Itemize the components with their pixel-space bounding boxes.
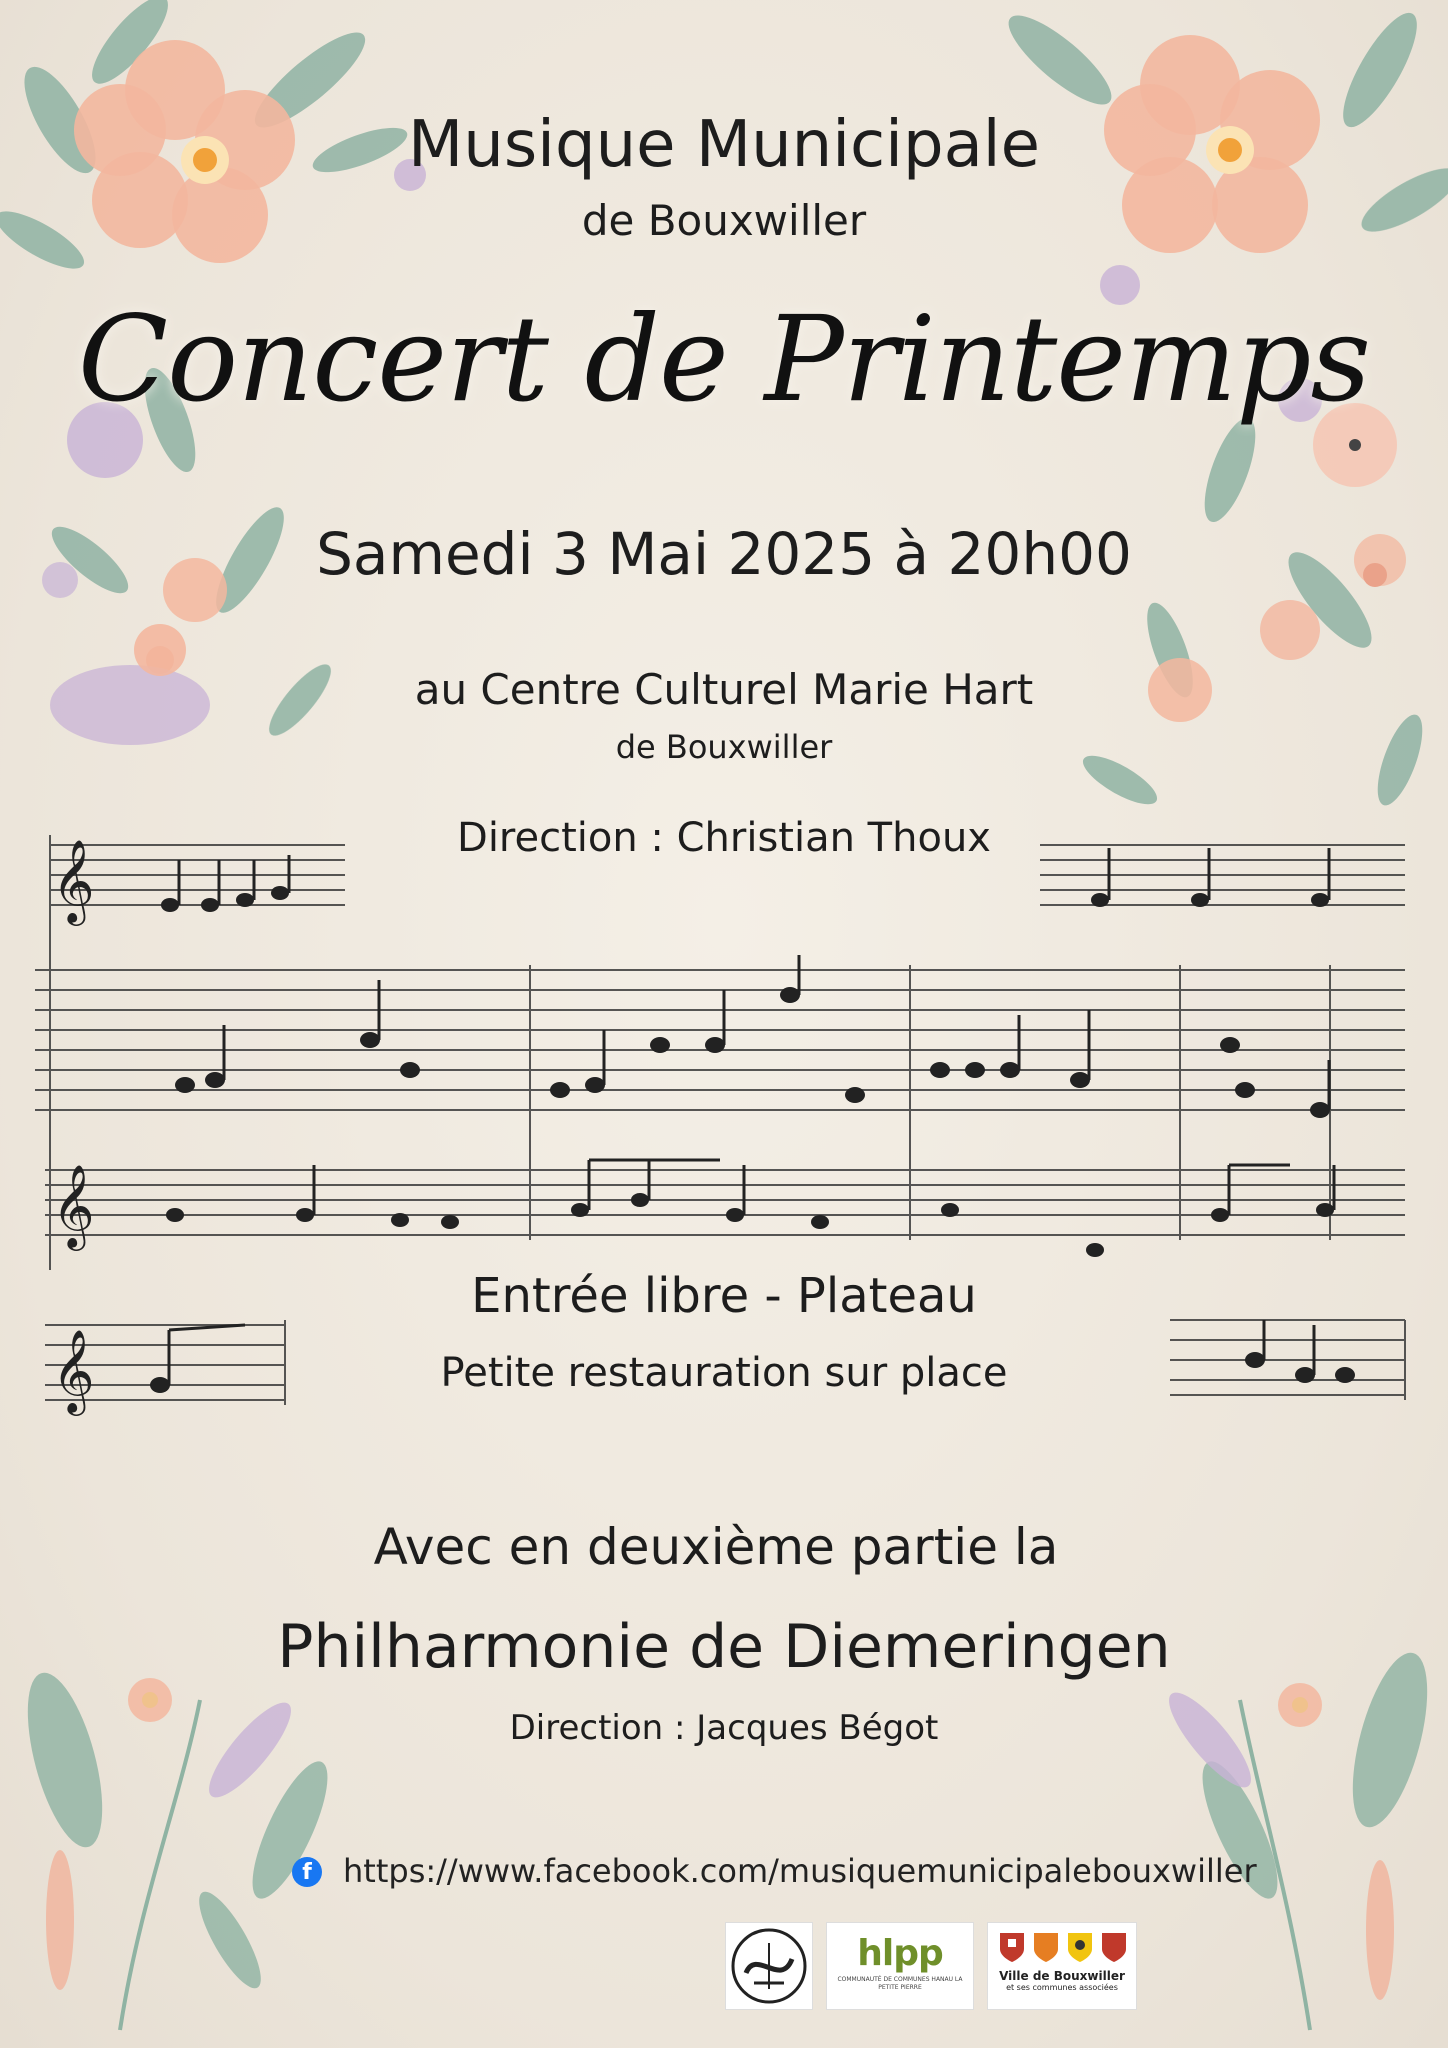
event-date: Samedi 3 Mai 2025 à 20h00: [316, 520, 1132, 588]
coat-of-arms-icon: [1102, 1933, 1126, 1962]
treble-clef-icon: 𝄞: [52, 838, 95, 922]
hlpp-caption: COMMUNAUTÉ DE COMMUNES HANAU LA PETITE PIERRE: [837, 1976, 963, 1991]
hlpp-logo-text: hlpp: [857, 1933, 943, 1974]
coat-of-arms-icon: [1000, 1933, 1024, 1962]
venue-place: de Bouxwiller: [615, 728, 833, 766]
conductor-1: Direction : Christian Thoux: [457, 815, 991, 861]
food-info: Petite restauration sur place: [440, 1350, 1008, 1396]
logo-hlpp: [826, 1922, 974, 2010]
concert-title: Concert de Printemps: [77, 290, 1371, 428]
ville-caption: et ses communes associées: [1006, 1983, 1118, 1992]
venue-name: au Centre Culturel Marie Hart: [414, 665, 1034, 714]
logo-music-society: [725, 1922, 813, 2010]
org-name: Musique Municipale: [408, 108, 1040, 182]
second-part-intro: Avec en deuxième partie la: [373, 1518, 1059, 1576]
entry-info: Entrée libre - Plateau: [471, 1268, 977, 1324]
logo-ville-bouxwiller: [987, 1922, 1137, 2010]
facebook-link[interactable]: https://www.facebook.com/musiquemunicipalebouxwiller: [343, 1852, 1257, 1890]
conductor-2: Direction : Jacques Bégot: [509, 1708, 939, 1748]
treble-clef-icon: 𝄞: [52, 1163, 95, 1247]
coat-of-arms-icon: [1034, 1933, 1058, 1962]
facebook-icon: f: [292, 1857, 322, 1887]
ensemble-name: Philharmonie de Diemeringen: [277, 1612, 1171, 1682]
coat-of-arms-row: [988, 1931, 1136, 1963]
org-place: de Bouxwiller: [581, 196, 867, 245]
ville-name: Ville de Bouxwiller: [999, 1969, 1125, 1983]
treble-clef-icon: 𝄞: [52, 1328, 95, 1412]
